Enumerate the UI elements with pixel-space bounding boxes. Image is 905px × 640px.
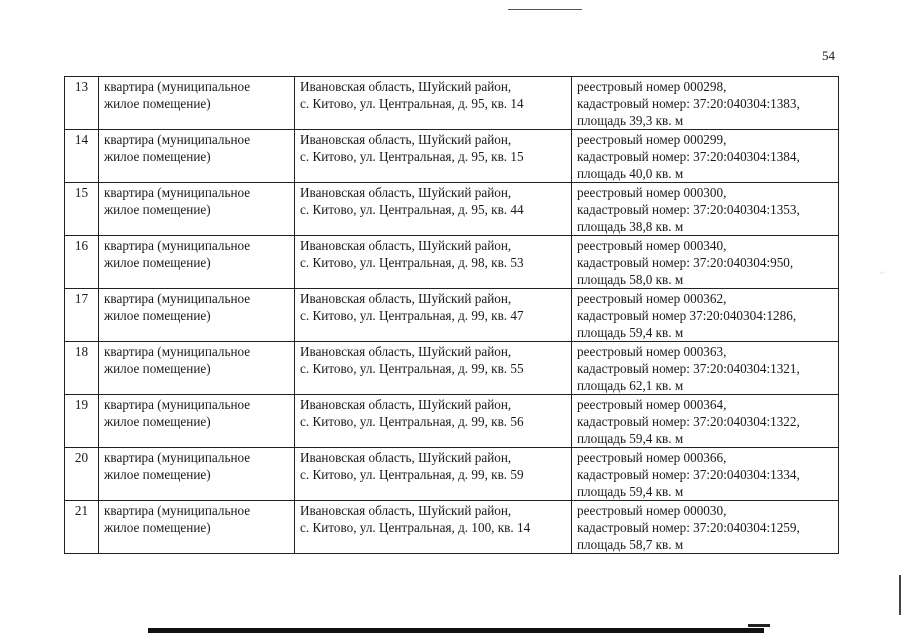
- address-cell: [295, 501, 572, 554]
- object-type-cell: [99, 448, 295, 501]
- address-cell: [295, 395, 572, 448]
- registry-info-cell: [572, 342, 839, 395]
- table-row: [65, 236, 839, 289]
- row-number-cell: 18: [65, 342, 99, 395]
- object-type-line: квартира (муниципальное: [104, 344, 251, 359]
- address-line: с. Китово, ул. Центральная, д. 95, кв. 14: [300, 96, 524, 111]
- table-row: [65, 395, 839, 448]
- table-row: [65, 289, 839, 342]
- registry-info-line: реестровый номер 000362,: [577, 291, 727, 306]
- registry-info-cell: [572, 448, 839, 501]
- address-cell: [295, 236, 572, 289]
- address-line: с. Китово, ул. Центральная, д. 99, кв. 55: [300, 361, 524, 376]
- registry-info-line: реестровый номер 000300,: [577, 185, 727, 200]
- registry-info-line: площадь 62,1 кв. м: [577, 378, 684, 393]
- object-type-line: жилое помещение): [104, 361, 211, 376]
- registry-info-line: кадастровый номер: 37:20:040304:950,: [577, 255, 794, 270]
- address-line: с. Китово, ул. Центральная, д. 95, кв. 44: [300, 202, 524, 217]
- address-line: Ивановская область, Шуйский район,: [300, 503, 512, 518]
- address-line: Ивановская область, Шуйский район,: [300, 132, 512, 147]
- address-cell: [295, 130, 572, 183]
- address-cell: [295, 77, 572, 130]
- object-type-line: жилое помещение): [104, 520, 211, 535]
- registry-info-line: реестровый номер 000298,: [577, 79, 727, 94]
- address-cell: [295, 342, 572, 395]
- top-rule: [508, 9, 582, 10]
- object-type-line: жилое помещение): [104, 202, 211, 217]
- registry-info-line: реестровый номер 000363,: [577, 344, 727, 359]
- object-type-cell: [99, 183, 295, 236]
- property-registry-table: [64, 76, 839, 554]
- address-line: Ивановская область, Шуйский район,: [300, 185, 512, 200]
- registry-info-line: площадь 59,4 кв. м: [577, 325, 684, 340]
- registry-info-line: кадастровый номер: 37:20:040304:1259,: [577, 520, 800, 535]
- registry-info-line: кадастровый номер: 37:20:040304:1321,: [577, 361, 800, 376]
- object-type-cell: [99, 289, 295, 342]
- address-line: с. Китово, ул. Центральная, д. 95, кв. 15: [300, 149, 524, 164]
- object-type-line: квартира (муниципальное: [104, 291, 251, 306]
- address-line: Ивановская область, Шуйский район,: [300, 291, 512, 306]
- object-type-line: жилое помещение): [104, 308, 211, 323]
- object-type-cell: [99, 395, 295, 448]
- page-number: 54: [822, 48, 835, 63]
- registry-info-cell: [572, 236, 839, 289]
- registry-info-cell: [572, 501, 839, 554]
- table-row: [65, 130, 839, 183]
- object-type-cell: [99, 236, 295, 289]
- object-type-line: квартира (муниципальное: [104, 397, 251, 412]
- table-row: [65, 501, 839, 554]
- registry-info-line: площадь 39,3 кв. м: [577, 113, 684, 128]
- object-type-line: жилое помещение): [104, 149, 211, 164]
- table-row: [65, 77, 839, 130]
- address-cell: [295, 289, 572, 342]
- object-type-line: квартира (муниципальное: [104, 238, 251, 253]
- address-line: Ивановская область, Шуйский район,: [300, 344, 512, 359]
- registry-info-line: реестровый номер 000364,: [577, 397, 727, 412]
- table-row: [65, 342, 839, 395]
- registry-info-cell: [572, 289, 839, 342]
- address-line: Ивановская область, Шуйский район,: [300, 397, 512, 412]
- registry-info-cell: [572, 395, 839, 448]
- object-type-cell: [99, 501, 295, 554]
- object-type-line: квартира (муниципальное: [104, 132, 251, 147]
- address-line: с. Китово, ул. Центральная, д. 99, кв. 59: [300, 467, 524, 482]
- address-line: Ивановская область, Шуйский район,: [300, 450, 512, 465]
- address-line: с. Китово, ул. Центральная, д. 98, кв. 53: [300, 255, 524, 270]
- object-type-line: жилое помещение): [104, 96, 211, 111]
- address-cell: [295, 448, 572, 501]
- object-type-line: жилое помещение): [104, 467, 211, 482]
- table-body: [65, 77, 839, 554]
- object-type-line: жилое помещение): [104, 414, 211, 429]
- address-cell: [295, 183, 572, 236]
- row-number-cell: 13: [65, 77, 99, 130]
- object-type-line: жилое помещение): [104, 255, 211, 270]
- registry-info-line: площадь 58,7 кв. м: [577, 537, 684, 552]
- address-line: с. Китово, ул. Центральная, д. 99, кв. 47: [300, 308, 524, 323]
- bottom-rule: [148, 628, 764, 633]
- scan-edge-mark: [899, 575, 901, 615]
- registry-info-line: кадастровый номер: 37:20:040304:1383,: [577, 96, 800, 111]
- registry-info-line: площадь 40,0 кв. м: [577, 166, 684, 181]
- registry-info-line: реестровый номер 000366,: [577, 450, 727, 465]
- registry-info-line: площадь 59,4 кв. м: [577, 484, 684, 499]
- registry-info-line: кадастровый номер: 37:20:040304:1384,: [577, 149, 800, 164]
- row-number-cell: 15: [65, 183, 99, 236]
- address-line: Ивановская область, Шуйский район,: [300, 79, 512, 94]
- address-line: с. Китово, ул. Центральная, д. 99, кв. 56: [300, 414, 524, 429]
- scan-speck: ·.·: [879, 270, 885, 276]
- object-type-line: квартира (муниципальное: [104, 503, 251, 518]
- address-line: с. Китово, ул. Центральная, д. 100, кв. 14: [300, 520, 531, 535]
- registry-info-line: кадастровый номер: 37:20:040304:1353,: [577, 202, 800, 217]
- row-number-cell: 19: [65, 395, 99, 448]
- registry-info-line: кадастровый номер 37:20:040304:1286,: [577, 308, 797, 323]
- registry-info-line: кадастровый номер: 37:20:040304:1334,: [577, 467, 800, 482]
- address-line: Ивановская область, Шуйский район,: [300, 238, 512, 253]
- registry-info-line: реестровый номер 000340,: [577, 238, 727, 253]
- object-type-cell: [99, 77, 295, 130]
- row-number-cell: 14: [65, 130, 99, 183]
- object-type-line: квартира (муниципальное: [104, 79, 251, 94]
- registry-info-line: площадь 38,8 кв. м: [577, 219, 684, 234]
- registry-info-line: реестровый номер 000030,: [577, 503, 727, 518]
- registry-info-line: площадь 58,0 кв. м: [577, 272, 684, 287]
- object-type-line: квартира (муниципальное: [104, 450, 251, 465]
- table-row: [65, 183, 839, 236]
- object-type-line: квартира (муниципальное: [104, 185, 251, 200]
- registry-info-line: кадастровый номер: 37:20:040304:1322,: [577, 414, 800, 429]
- object-type-cell: [99, 130, 295, 183]
- registry-info-cell: [572, 77, 839, 130]
- registry-info-cell: [572, 183, 839, 236]
- row-number-cell: 16: [65, 236, 99, 289]
- scan-edge-mark-bottom: [748, 624, 770, 627]
- row-number-cell: 20: [65, 448, 99, 501]
- row-number-cell: 17: [65, 289, 99, 342]
- row-number-cell: 21: [65, 501, 99, 554]
- registry-info-line: площадь 59,4 кв. м: [577, 431, 684, 446]
- registry-info-line: реестровый номер 000299,: [577, 132, 727, 147]
- registry-info-cell: [572, 130, 839, 183]
- object-type-cell: [99, 342, 295, 395]
- table-row: [65, 448, 839, 501]
